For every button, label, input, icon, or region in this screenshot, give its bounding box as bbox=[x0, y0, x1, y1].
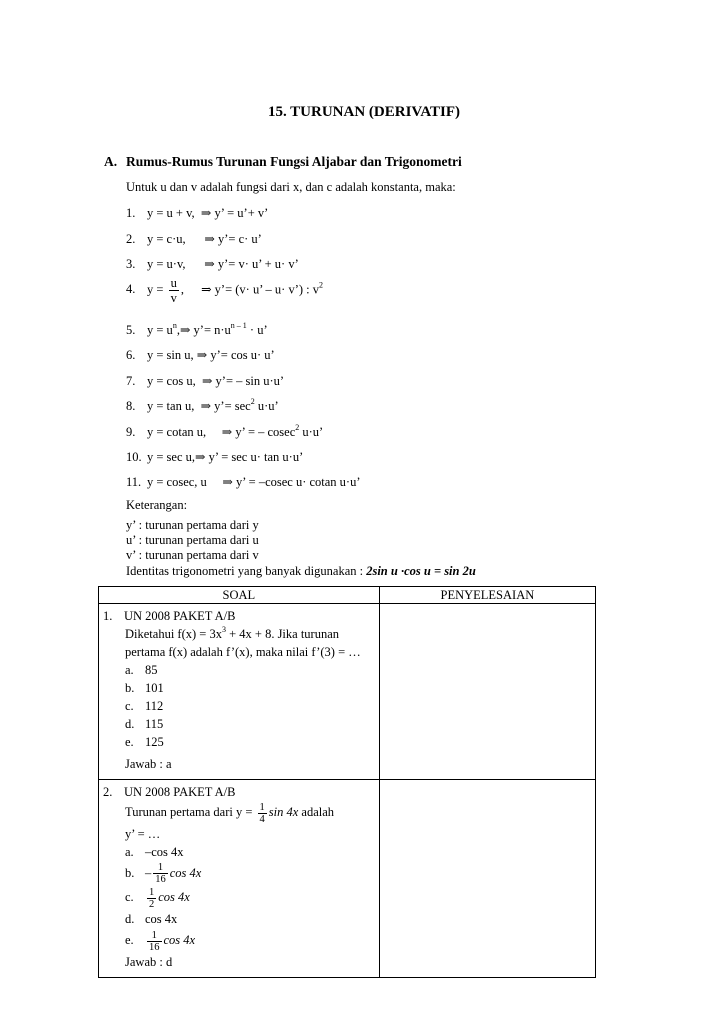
keterangan-line: u’ : turunan pertama dari u bbox=[126, 533, 259, 547]
header-soal: SOAL bbox=[99, 587, 380, 604]
option-expression: cos 4x bbox=[169, 865, 202, 880]
soal-cell bbox=[99, 780, 380, 978]
option-letter: c. bbox=[125, 890, 134, 905]
option-text: cos 4x bbox=[145, 911, 178, 926]
fraction-numerator: 1 bbox=[149, 886, 155, 898]
rule-number: 11. bbox=[126, 475, 142, 489]
fraction bbox=[258, 802, 267, 825]
stem-expression: sin 4x bbox=[268, 805, 299, 819]
fraction-denominator: 16 bbox=[155, 874, 166, 886]
rule-1 bbox=[126, 205, 268, 221]
superscript: n bbox=[172, 321, 177, 330]
question-source: UN 2008 PAKET A/B bbox=[124, 609, 236, 623]
question-number: 2. bbox=[103, 785, 113, 799]
rule-number: 4. bbox=[126, 282, 136, 297]
rule-7 bbox=[126, 373, 284, 389]
rule-text: y = u + v, ⇒ y’ = u’+ v’ bbox=[147, 206, 269, 220]
stem-pre: Diketahui f(x) = 3x bbox=[125, 627, 222, 641]
rule-number: 3. bbox=[126, 257, 136, 271]
rule-3 bbox=[126, 256, 299, 272]
superscript: 2 bbox=[295, 423, 300, 432]
rule-text: y = cosec, u ⇒ y’ = –cosec u· cotan u·u’ bbox=[147, 475, 361, 489]
keterangan-line: y’ : turunan pertama dari y bbox=[126, 518, 259, 532]
rule-post: · u’ bbox=[246, 323, 268, 337]
soal-cell bbox=[99, 604, 380, 780]
fraction-denominator: v bbox=[170, 291, 177, 305]
rule-number: 10. bbox=[126, 450, 142, 464]
option-text: 112 bbox=[145, 699, 164, 713]
option-letter: b. bbox=[125, 865, 135, 880]
answer: Jawab : a bbox=[125, 757, 172, 771]
option-text: 101 bbox=[145, 681, 164, 695]
keterangan-line: v’ : turunan pertama dari v bbox=[126, 548, 259, 562]
rule-pre: y = tan u, ⇒ y’= sec bbox=[147, 399, 251, 413]
fraction-numerator: 1 bbox=[259, 801, 265, 813]
table-header-row bbox=[99, 587, 596, 604]
fraction bbox=[147, 930, 162, 953]
penyelesaian-cell bbox=[379, 604, 595, 780]
option-text: 115 bbox=[145, 717, 164, 731]
rule-8 bbox=[126, 398, 279, 414]
option-a bbox=[103, 661, 375, 679]
option-text: 85 bbox=[145, 663, 158, 677]
rule-post: u·u’ bbox=[254, 399, 279, 413]
stem-post: adalah bbox=[301, 805, 335, 819]
superscript: 2 bbox=[319, 280, 324, 290]
superscript: n – 1 bbox=[230, 321, 247, 330]
rule-number: 9. bbox=[126, 425, 136, 439]
page-title: 15. TURUNAN (DERIVATIF) bbox=[267, 104, 461, 120]
fraction bbox=[169, 276, 179, 305]
option-sign: – bbox=[145, 865, 152, 880]
option-letter: d. bbox=[125, 717, 135, 731]
fraction bbox=[153, 862, 168, 885]
rule-pre: y = u bbox=[147, 323, 173, 337]
fraction-denominator: 2 bbox=[149, 898, 155, 910]
question-source: UN 2008 PAKET A/B bbox=[124, 785, 236, 799]
superscript: 3 bbox=[221, 625, 226, 634]
rule-6 bbox=[126, 347, 275, 363]
option-letter: a. bbox=[125, 663, 134, 677]
option-a bbox=[103, 843, 375, 861]
option-e bbox=[103, 928, 375, 953]
rule-lhs: y = bbox=[147, 282, 164, 297]
fraction-denominator: 16 bbox=[149, 941, 160, 953]
answer: Jawab : d bbox=[125, 954, 173, 969]
question-stem-line2: y’ = … bbox=[125, 826, 161, 841]
section-intro: Untuk u dan v adalah fungsi dari x, dan c adalah konstanta, maka: bbox=[126, 180, 456, 194]
identitas-formula: 2sin u ·cos u = sin 2u bbox=[366, 564, 476, 578]
rule-10 bbox=[126, 449, 303, 465]
rule-5 bbox=[126, 322, 268, 338]
question-table bbox=[98, 586, 596, 978]
superscript: 2 bbox=[250, 397, 255, 406]
rule-text: y = sin u, ⇒ y’= cos u· u’ bbox=[147, 348, 275, 362]
option-letter: a. bbox=[125, 844, 134, 859]
section-heading-text: Rumus-Rumus Turunan Fungsi Aljabar dan Trigonometri bbox=[126, 154, 462, 169]
rule-number: 5. bbox=[126, 323, 136, 337]
rule-number: 2. bbox=[126, 232, 136, 246]
fraction-numerator: 1 bbox=[147, 930, 162, 942]
question-stem bbox=[103, 801, 375, 825]
option-text: 125 bbox=[145, 735, 164, 749]
stem-pre: Turunan pertama dari y = bbox=[125, 805, 253, 819]
rule-number: 6. bbox=[126, 348, 136, 362]
rule-text: y = u·v, ⇒ y’= v· u’ + u· v’ bbox=[147, 257, 299, 271]
rule-9 bbox=[126, 424, 323, 440]
rule-4 bbox=[126, 276, 323, 305]
identitas-label: Identitas trigonometri yang banyak digunakan : bbox=[126, 564, 364, 578]
rule-mid: ,⇒ y’= n·u bbox=[176, 323, 231, 337]
table-row bbox=[99, 604, 596, 780]
option-letter: b. bbox=[125, 681, 135, 695]
section-heading bbox=[104, 154, 462, 170]
section-letter: A. bbox=[104, 154, 118, 169]
penyelesaian-cell bbox=[379, 780, 595, 978]
fraction-numerator: u bbox=[170, 276, 177, 290]
table-row bbox=[99, 780, 596, 978]
header-penyelesaian: PENYELESAIAN bbox=[379, 587, 595, 604]
rule-pre: y = cotan u, ⇒ y’ = – cosec bbox=[147, 425, 296, 439]
question-1 bbox=[99, 604, 379, 779]
option-letter: e. bbox=[125, 932, 134, 947]
option-expression: cos 4x bbox=[163, 932, 196, 947]
rule-post: u·u’ bbox=[299, 425, 324, 439]
rule-rhs: ⇒ y’= (v· u’ – u· v’) : v bbox=[201, 282, 320, 297]
question-2 bbox=[99, 780, 379, 977]
option-c bbox=[103, 697, 375, 715]
option-d bbox=[103, 715, 375, 733]
option-text: –cos 4x bbox=[145, 844, 184, 859]
fraction-denominator: 4 bbox=[259, 813, 265, 825]
question-stem bbox=[103, 625, 375, 643]
keterangan-label: Keterangan: bbox=[126, 498, 188, 512]
rule-text: y = c·u, ⇒ y’= c· u’ bbox=[147, 232, 262, 246]
stem-post: + 4x + 8. Jika turunan bbox=[225, 627, 340, 641]
rule-mid: , bbox=[180, 282, 184, 297]
rule-2 bbox=[126, 231, 262, 247]
option-d bbox=[103, 910, 375, 928]
option-c bbox=[103, 885, 375, 910]
option-letter: c. bbox=[125, 699, 134, 713]
rule-11 bbox=[126, 474, 361, 490]
identitas-line bbox=[126, 564, 476, 579]
rule-text: y = cos u, ⇒ y’= – sin u·u’ bbox=[147, 374, 285, 388]
option-letter: e. bbox=[125, 735, 134, 749]
rule-number: 8. bbox=[126, 399, 136, 413]
option-letter: d. bbox=[125, 911, 135, 926]
question-stem-line2: pertama f(x) adalah f’(x), maka nilai f’(3) = … bbox=[125, 645, 361, 659]
rule-text: y = sec u,⇒ y’ = sec u· tan u·u’ bbox=[147, 450, 304, 464]
fraction-numerator: 1 bbox=[153, 862, 168, 874]
option-e bbox=[103, 733, 375, 751]
option-b bbox=[103, 861, 375, 886]
question-number: 1. bbox=[103, 609, 113, 623]
rule-number: 7. bbox=[126, 374, 136, 388]
option-b bbox=[103, 679, 375, 697]
fraction bbox=[147, 887, 156, 910]
option-expression: cos 4x bbox=[158, 890, 190, 905]
rule-number: 1. bbox=[126, 206, 136, 220]
